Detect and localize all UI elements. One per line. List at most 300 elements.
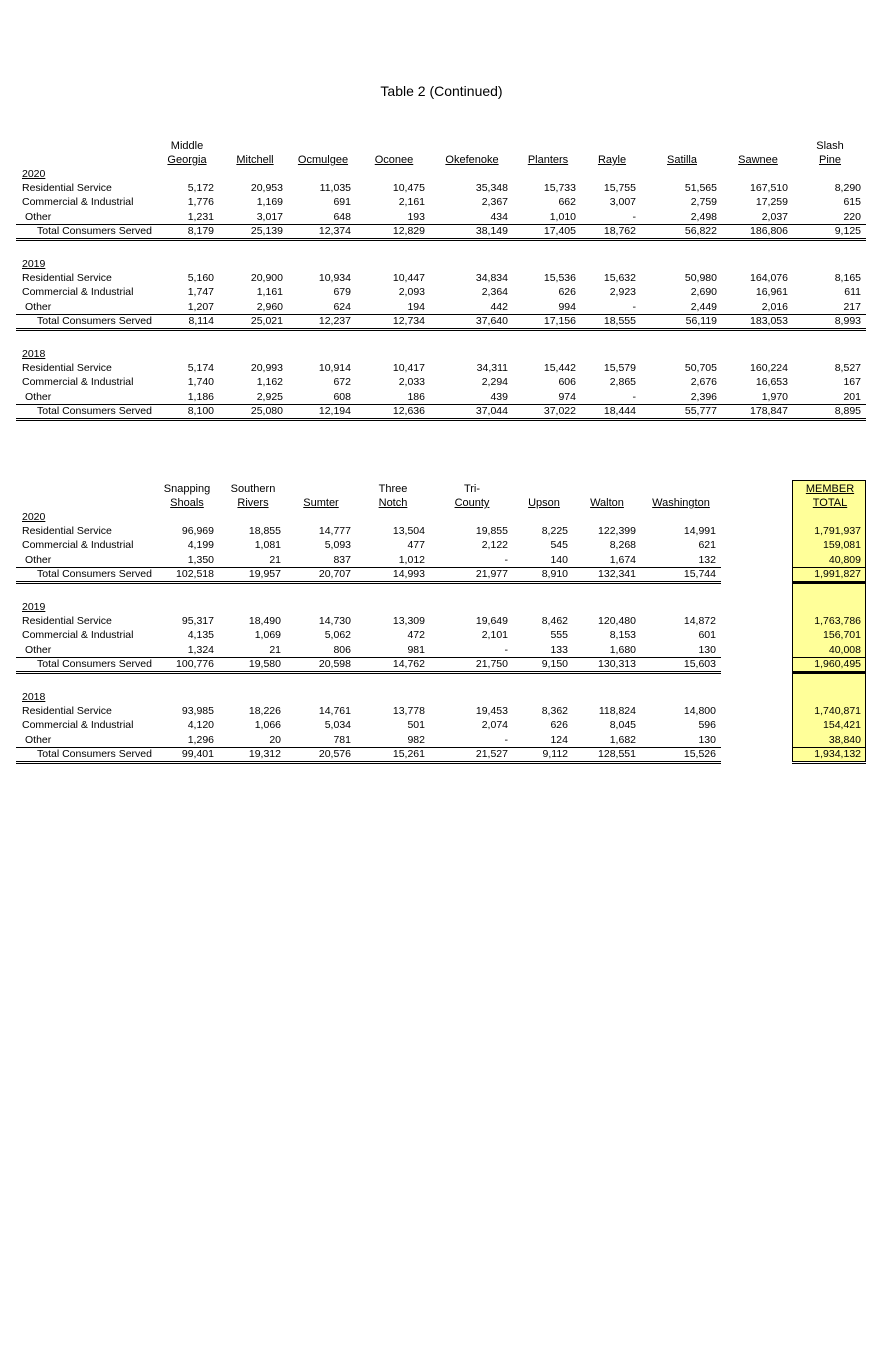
- header-pine-line2: Pine: [818, 154, 842, 166]
- table-cell: 25,080: [250, 404, 283, 417]
- table-cell: 18,855: [248, 525, 281, 537]
- table-cell: 2,923: [609, 286, 636, 299]
- table-cell: 662: [558, 196, 576, 209]
- table-cell: 442: [490, 300, 508, 313]
- table-cell: 19,855: [475, 525, 508, 537]
- table-cell: 14,993: [392, 567, 425, 580]
- table-cell: 1,350: [187, 553, 214, 566]
- table-cell: 18,555: [603, 314, 636, 327]
- row-label: Other: [25, 553, 52, 566]
- table-cell: 1,991,827: [814, 567, 861, 580]
- total-double-rule: [16, 238, 866, 241]
- year-label-2018: 2018: [22, 348, 46, 360]
- row-label: Other: [25, 210, 52, 223]
- table-cell: 10,475: [392, 182, 425, 194]
- table-cell: 132,341: [598, 567, 636, 580]
- table-cell: 17,156: [543, 314, 576, 327]
- table-cell: 2,037: [761, 210, 788, 223]
- header-rivers-line2: Rivers: [237, 497, 269, 509]
- table-cell: 2,294: [481, 376, 508, 389]
- row-label: Commercial & Industrial: [22, 376, 134, 389]
- table-cell: 545: [550, 539, 568, 552]
- table-cell: 20,707: [318, 567, 351, 580]
- table-cell: 118,824: [598, 705, 636, 717]
- table-cell: 4,199: [187, 539, 214, 552]
- table-cell: 2,016: [761, 300, 788, 313]
- header-sawnee-line2: Sawnee: [738, 154, 778, 166]
- table-cell: 1,680: [609, 643, 636, 656]
- table-cell: 672: [333, 376, 351, 389]
- table-cell: 15,526: [683, 747, 716, 760]
- header-planters-line2: Planters: [527, 154, 569, 166]
- table-cell: 8,462: [541, 615, 568, 627]
- row-label: Total Consumers Served: [37, 567, 152, 580]
- table-cell: 5,172: [187, 182, 214, 194]
- row-label: Total Consumers Served: [37, 224, 152, 237]
- table-cell: 8,153: [609, 629, 636, 642]
- table-cell: 12,734: [392, 314, 425, 327]
- table-cell: 2,498: [690, 210, 717, 223]
- member-total-double-rule: [792, 761, 866, 764]
- row-label: Residential Service: [22, 272, 112, 284]
- member-total-double-rule: [792, 581, 866, 584]
- table-cell: 100,776: [176, 657, 214, 670]
- table-cell: 472: [407, 629, 425, 642]
- table-cell: 1,012: [398, 553, 425, 566]
- total-rule: [16, 224, 866, 225]
- table-cell: 1,763,786: [814, 615, 861, 627]
- header-okefenoke-line2: Okefenoke: [445, 154, 499, 166]
- table-cell: 164,076: [750, 272, 788, 284]
- header-georgia-line2: Georgia: [167, 154, 207, 166]
- table-cell: 1,296: [187, 733, 214, 746]
- table-cell: 34,834: [475, 272, 508, 284]
- year-label-2018: 2018: [22, 691, 46, 703]
- table-cell: 2,161: [398, 196, 425, 209]
- table-cell: 15,579: [603, 362, 636, 374]
- table-cell: 9,125: [834, 224, 861, 237]
- table-cell: 606: [558, 376, 576, 389]
- table-cell: 50,980: [684, 272, 717, 284]
- row-label: Residential Service: [22, 182, 112, 194]
- table-cell: 8,527: [834, 362, 861, 374]
- table-cell: 555: [550, 629, 568, 642]
- table-cell: 15,442: [543, 362, 576, 374]
- table-cell: 51,565: [684, 182, 717, 194]
- table-cell: 5,062: [324, 629, 351, 642]
- row-label: Residential Service: [22, 705, 112, 717]
- table-cell: 2,396: [690, 390, 717, 403]
- table-cell: 608: [333, 390, 351, 403]
- header-shoals-line2: Shoals: [170, 497, 204, 509]
- total-double-rule: [16, 581, 721, 584]
- table-cell: 626: [558, 286, 576, 299]
- table-cell: 8,290: [834, 182, 861, 194]
- table-cell: 501: [407, 719, 425, 732]
- table-cell: 434: [490, 210, 508, 223]
- table-cell: 128,551: [598, 747, 636, 760]
- table-cell: 1,169: [256, 196, 283, 209]
- table-cell: 55,777: [684, 404, 717, 417]
- row-label: Residential Service: [22, 525, 112, 537]
- table-cell: 1,161: [256, 286, 283, 299]
- table-cell: 2,960: [256, 300, 283, 313]
- table-cell: 217: [843, 300, 861, 313]
- table-cell: 596: [698, 719, 716, 732]
- table-cell: 10,934: [318, 272, 351, 284]
- table-cell: 2,074: [481, 719, 508, 732]
- table-cell: 8,268: [609, 539, 636, 552]
- year-label-2020: 2020: [22, 511, 46, 523]
- row-label: Total Consumers Served: [37, 747, 152, 760]
- table-cell: 19,312: [248, 747, 281, 760]
- table-cell: 183,053: [750, 314, 788, 327]
- year-label-2019: 2019: [22, 601, 46, 613]
- table-cell: 1,970: [761, 390, 788, 403]
- table-cell: 3,007: [609, 196, 636, 209]
- total-rule: [16, 567, 721, 568]
- table-cell: 648: [333, 210, 351, 223]
- table-cell: 99,401: [181, 747, 214, 760]
- header-ocmulgee-line2: Ocmulgee: [297, 154, 349, 166]
- table-cell: -: [632, 390, 636, 403]
- table-cell: 156,701: [823, 629, 861, 642]
- table-cell: 132: [698, 553, 716, 566]
- table-cell: 2,759: [690, 196, 717, 209]
- table-cell: 1,186: [187, 390, 214, 403]
- table-cell: 96,969: [181, 525, 214, 537]
- row-label: Other: [25, 300, 52, 313]
- table-cell: 8,895: [834, 404, 861, 417]
- table-cell: 167,510: [750, 182, 788, 194]
- year-label-2019: 2019: [22, 258, 46, 270]
- table-cell: 21: [269, 643, 281, 656]
- table-cell: 8,100: [187, 404, 214, 417]
- row-label: Other: [25, 390, 52, 403]
- table-cell: 2,122: [481, 539, 508, 552]
- table-cell: 20,576: [318, 747, 351, 760]
- table-cell: 477: [407, 539, 425, 552]
- table-cell: 15,261: [392, 747, 425, 760]
- table-cell: 13,504: [392, 525, 425, 537]
- table-cell: 21: [269, 553, 281, 566]
- table-cell: 2,101: [481, 629, 508, 642]
- row-label: Commercial & Industrial: [22, 539, 134, 552]
- table-cell: 37,044: [475, 404, 508, 417]
- row-label: Residential Service: [22, 362, 112, 374]
- table-cell: 12,194: [318, 404, 351, 417]
- total-double-rule: [16, 761, 721, 764]
- table-cell: -: [504, 733, 508, 746]
- table-cell: 18,444: [603, 404, 636, 417]
- table-cell: 14,872: [683, 615, 716, 627]
- table-cell: 974: [558, 390, 576, 403]
- table-cell: 1,776: [187, 196, 214, 209]
- row-label: Residential Service: [22, 615, 112, 627]
- table-cell: 1,207: [187, 300, 214, 313]
- header-notch-line2: Notch: [378, 497, 408, 509]
- header-georgia-line1: Middle: [170, 140, 204, 152]
- table-cell: 982: [407, 733, 425, 746]
- table-cell: 4,135: [187, 629, 214, 642]
- table-cell: 56,822: [684, 224, 717, 237]
- table-cell: 1,960,495: [814, 657, 861, 670]
- table-cell: 15,755: [603, 182, 636, 194]
- table-cell: 5,160: [187, 272, 214, 284]
- table-cell: 3,017: [256, 210, 283, 223]
- table-cell: 8,362: [541, 705, 568, 717]
- table-cell: 37,022: [543, 404, 576, 417]
- table-cell: 11,035: [319, 182, 351, 194]
- table-cell: 15,744: [683, 567, 716, 580]
- header-oconee-line2: Oconee: [374, 154, 414, 166]
- header-pine-line1: Slash: [816, 140, 844, 152]
- table-cell: 624: [333, 300, 351, 313]
- header-upson-line2: Upson: [528, 497, 560, 509]
- member-total-rule: [792, 657, 866, 658]
- table-cell: 2,925: [256, 390, 283, 403]
- header-shoals-line1: Snapping: [163, 483, 211, 495]
- table-cell: 25,139: [250, 224, 283, 237]
- table-cell: 981: [407, 643, 425, 656]
- table-cell: 120,480: [598, 615, 636, 627]
- table-cell: 8,910: [541, 567, 568, 580]
- table-cell: 4,120: [187, 719, 214, 732]
- table-cell: 186: [407, 390, 425, 403]
- table-cell: 14,762: [392, 657, 425, 670]
- table-cell: 37,640: [475, 314, 508, 327]
- table-cell: 1,010: [549, 210, 576, 223]
- table-cell: 611: [844, 286, 861, 299]
- table-cell: 40,809: [828, 553, 861, 566]
- table-cell: 160,224: [750, 362, 788, 374]
- table-cell: 1,324: [187, 643, 214, 656]
- table-cell: 1,740,871: [814, 705, 861, 717]
- table-cell: 1,740: [187, 376, 214, 389]
- header-total-line1: MEMBER: [805, 483, 855, 495]
- header-county-line1: Tri-: [463, 483, 481, 495]
- total-rule: [16, 404, 866, 405]
- table-cell: 1,069: [254, 629, 281, 642]
- total-double-rule: [16, 671, 721, 674]
- table-cell: 93,985: [181, 705, 214, 717]
- table-cell: 40,008: [828, 643, 861, 656]
- table-cell: 20,953: [250, 182, 283, 194]
- table-cell: 626: [550, 719, 568, 732]
- table-cell: 12,636: [392, 404, 425, 417]
- table-cell: 34,311: [476, 362, 508, 374]
- header-mitchell-line2: Mitchell: [236, 154, 274, 166]
- table-cell: 17,259: [755, 196, 788, 209]
- table-cell: 2,865: [609, 376, 636, 389]
- table-cell: 124: [550, 733, 568, 746]
- table-cell: 18,762: [603, 224, 636, 237]
- table-cell: 1,791,937: [814, 525, 861, 537]
- table-cell: 186,806: [750, 224, 788, 237]
- table-cell: 20: [269, 733, 281, 746]
- table-cell: 994: [558, 300, 576, 313]
- table-cell: 20,900: [250, 272, 283, 284]
- table-cell: 621: [698, 539, 716, 552]
- table-cell: 15,536: [543, 272, 576, 284]
- header-rayle-line2: Rayle: [597, 154, 627, 166]
- table-cell: 12,374: [318, 224, 351, 237]
- row-label: Other: [25, 643, 52, 656]
- table-cell: 679: [333, 286, 351, 299]
- table-cell: 15,603: [683, 657, 716, 670]
- table-cell: 5,174: [187, 362, 214, 374]
- table-cell: 2,676: [690, 376, 717, 389]
- table-cell: -: [504, 643, 508, 656]
- table-cell: 102,518: [176, 567, 214, 580]
- table-cell: 21,527: [475, 747, 508, 760]
- row-label: Total Consumers Served: [37, 314, 152, 327]
- year-label-2020: 2020: [22, 168, 46, 180]
- table-cell: 21,977: [475, 567, 508, 580]
- table-cell: 95,317: [181, 615, 214, 627]
- table-cell: 17,405: [543, 224, 576, 237]
- table-cell: 14,777: [318, 525, 351, 537]
- table-cell: 38,840: [828, 733, 861, 746]
- table-cell: 1,674: [609, 553, 636, 566]
- page-title: Table 2 (Continued): [380, 83, 503, 99]
- total-rule: [16, 747, 721, 748]
- table-cell: 20,598: [318, 657, 351, 670]
- table-cell: 133: [550, 643, 568, 656]
- table-cell: 25,021: [250, 314, 283, 327]
- header-rivers-line1: Southern: [230, 483, 276, 495]
- total-rule: [16, 657, 721, 658]
- table-cell: 13,309: [392, 615, 425, 627]
- table-cell: 9,150: [541, 657, 568, 670]
- table-cell: 35,348: [475, 182, 508, 194]
- table-cell: 5,034: [324, 719, 351, 732]
- table-cell: 140: [550, 553, 568, 566]
- table-cell: 601: [698, 629, 716, 642]
- table-cell: -: [632, 300, 636, 313]
- row-label: Commercial & Industrial: [22, 629, 134, 642]
- table-cell: 2,367: [481, 196, 508, 209]
- table-cell: -: [632, 210, 636, 223]
- table-cell: 13,778: [392, 705, 425, 717]
- header-washington-line2: Washington: [652, 497, 710, 509]
- table-cell: 2,364: [481, 286, 508, 299]
- table-cell: 15,733: [543, 182, 576, 194]
- table-cell: 1,682: [609, 733, 636, 746]
- table-cell: 1,934,132: [814, 747, 861, 760]
- total-double-rule: [16, 328, 866, 331]
- table-cell: 19,957: [248, 567, 281, 580]
- row-label: Total Consumers Served: [37, 404, 152, 417]
- table-cell: 2,033: [398, 376, 425, 389]
- table-cell: 1,066: [254, 719, 281, 732]
- table-cell: 122,399: [598, 525, 636, 537]
- table-cell: 193: [407, 210, 425, 223]
- table-cell: 130: [698, 733, 716, 746]
- table-cell: 8,993: [834, 314, 861, 327]
- header-satilla-line2: Satilla: [667, 154, 697, 166]
- table-cell: 14,761: [318, 705, 351, 717]
- table-cell: 8,179: [187, 224, 214, 237]
- member-total-rule: [792, 747, 866, 748]
- table-cell: 159,081: [823, 539, 861, 552]
- table-cell: 178,847: [750, 404, 788, 417]
- row-label: Other: [25, 733, 52, 746]
- header-total-line2: TOTAL: [812, 497, 848, 509]
- table-cell: 2,093: [398, 286, 425, 299]
- table-cell: 18,490: [248, 615, 281, 627]
- table-cell: 130,313: [598, 657, 636, 670]
- table-cell: 20,993: [250, 362, 283, 374]
- table-cell: 1,231: [187, 210, 214, 223]
- table-cell: 15,632: [603, 272, 636, 284]
- table-cell: 14,800: [683, 705, 716, 717]
- table-cell: 16,653: [755, 376, 788, 389]
- table-cell: 8,165: [834, 272, 861, 284]
- table-cell: 18,226: [248, 705, 281, 717]
- table-cell: 12,237: [318, 314, 351, 327]
- table-cell: 19,453: [475, 705, 508, 717]
- table-cell: 16,961: [755, 286, 788, 299]
- row-label: Commercial & Industrial: [22, 286, 134, 299]
- table-cell: 38,149: [475, 224, 508, 237]
- table-cell: 691: [333, 196, 351, 209]
- table-cell: 1,081: [254, 539, 281, 552]
- table-cell: 14,991: [683, 525, 716, 537]
- table-cell: 8,045: [609, 719, 636, 732]
- table-cell: 2,449: [690, 300, 717, 313]
- table-cell: 781: [333, 733, 351, 746]
- table-cell: 220: [843, 210, 861, 223]
- table-cell: 10,447: [392, 272, 425, 284]
- table-cell: 154,421: [823, 719, 861, 732]
- table-cell: 837: [333, 553, 351, 566]
- table-cell: -: [504, 553, 508, 566]
- table-cell: 1,162: [256, 376, 283, 389]
- total-rule: [16, 314, 866, 315]
- row-label: Commercial & Industrial: [22, 719, 134, 732]
- row-label: Commercial & Industrial: [22, 196, 134, 209]
- table-cell: 8,225: [541, 525, 568, 537]
- table-cell: 19,580: [248, 657, 281, 670]
- row-label: Total Consumers Served: [37, 657, 152, 670]
- table-cell: 10,417: [392, 362, 425, 374]
- table-cell: 615: [843, 196, 861, 209]
- header-sumter-line2: Sumter: [303, 497, 339, 509]
- table-cell: 201: [843, 390, 861, 403]
- table-cell: 14,730: [318, 615, 351, 627]
- table-cell: 1,747: [187, 286, 214, 299]
- table-cell: 439: [490, 390, 508, 403]
- table-cell: 12,829: [392, 224, 425, 237]
- table-cell: 9,112: [542, 747, 568, 760]
- header-walton-line2: Walton: [590, 497, 624, 509]
- total-double-rule: [16, 418, 866, 421]
- table-cell: 194: [407, 300, 425, 313]
- table-cell: 130: [698, 643, 716, 656]
- member-total-double-rule: [792, 671, 866, 674]
- table-cell: 2,690: [690, 286, 717, 299]
- table-cell: 19,649: [475, 615, 508, 627]
- member-total-rule: [792, 567, 866, 568]
- header-notch-line1: Three: [378, 483, 408, 495]
- table-cell: 10,914: [318, 362, 351, 374]
- table-cell: 8,114: [188, 314, 214, 327]
- table-cell: 5,093: [324, 539, 351, 552]
- table-cell: 806: [333, 643, 351, 656]
- table-cell: 167: [843, 376, 861, 389]
- table-cell: 56,119: [685, 314, 717, 327]
